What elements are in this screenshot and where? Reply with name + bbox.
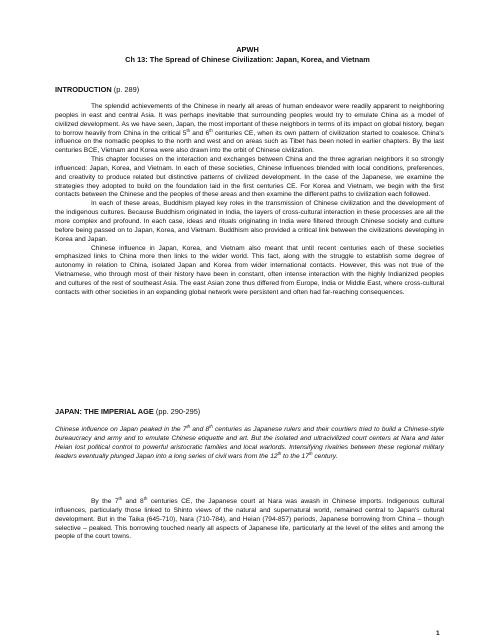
section-heading-japan bbox=[55, 407, 200, 416]
summary-text: Chinese influence on Japan peaked in the bbox=[55, 426, 183, 433]
japan-summary-paragraph bbox=[55, 426, 444, 461]
intro-paragraph-4: Chinese influence in Japan, Korea, and Vietnam also meant that until recent centuries each of these societies emphasized links to China more then links to the wider world. This fact, along with the struggle to establish some degree of autonomy in relation to China, isolated Japan and Korea from wider international contacts. However, this was not true of the Vietnamese, who through most of their history have been in constant, often intense interaction with the highly Indianized peoples and cultures of the rest of southeast Asia. The east Asian zone thus differed from Europe, India or Middle East, where cross-cultural contacts with other societies in an expanding global network were persistent and often had far-reaching consequences. bbox=[55, 244, 444, 296]
superscript: th bbox=[143, 496, 148, 501]
summary-text: and bbox=[190, 426, 206, 433]
superscript-number: 8 bbox=[140, 498, 144, 505]
intro-p1-end: centuries CE, when its own pattern of civilization started to coalesce. China's influence on the nomadic peoples to the north and west and on areas such as Tibet has been noted in earlier chapters. By the last centuries BCE, Vietnam and Korea were also drawn into the orbit of Chinese civilization. bbox=[55, 129, 444, 155]
superscript: th bbox=[118, 496, 123, 501]
intro-p1-text: The splendid achievements of the Chinese in nearly all areas of human endeavor were readily apparent to neighboring peoples in east and central Asia. It was perhaps inevitable that surrounding peoples would try to emulate China as a model of civilized development. As we have seen, Japan, the most important of these neighbors in terms of its impact on global history, began to borrow heavily from China in the critical bbox=[55, 103, 444, 137]
section-page-ref: (pp. 290-295) bbox=[155, 407, 201, 416]
superscript: th bbox=[209, 424, 213, 429]
japan-body bbox=[55, 498, 444, 542]
superscript: th bbox=[186, 127, 191, 133]
summary-text: to the bbox=[281, 452, 302, 460]
section-heading-text: INTRODUCTION bbox=[55, 85, 112, 94]
superscript-number: 7 bbox=[182, 426, 187, 433]
superscript-number: 8 bbox=[205, 426, 210, 433]
intro-p1-mid: and bbox=[190, 129, 206, 137]
summary-text: century. bbox=[312, 452, 338, 460]
page-number: 1 bbox=[436, 630, 440, 637]
section-page-ref: (p. 289) bbox=[113, 85, 140, 94]
paragraph-text: and bbox=[122, 498, 141, 505]
introduction-body bbox=[55, 103, 444, 298]
superscript-number: 5 bbox=[182, 129, 187, 137]
intro-paragraph-2: This chapter focuses on the interaction and exchanges between China and the three agrarian neighbors it so strongly influenced: Japan, Korea, and Vietnam. In each of these societies, Chinese influences blended with local conditions, preferences, and creativity to produce related but distinctive patterns of civilized development. In the case of the Japanese, we examine the strategies they adopted to build on the foundation laid in the first centuries CE. For Korea and Vietnam, we begin with the first contacts between the Chinese and the peoples of these areas and then examine the different paths to civilization each followed. bbox=[55, 156, 444, 199]
superscript: th bbox=[277, 450, 282, 456]
japan-summary bbox=[55, 426, 444, 461]
paragraph-text: centuries CE, the Japanese court at Nara was awash in Chinese imports. Indigenous cultural influences, particularly those linked to Shinto views of the natural and supernatural world, remained central to Japan's cultural development. But in the Taika (645-710), Nara (710-784), and Heian (794-857) periods, Japanese borrowing from China – though selective – peaked. This borrowing touched nearly all aspects of Japanese life, particularly at the level of the elites and among the people of the court towns. bbox=[55, 498, 445, 541]
superscript-number: 17 bbox=[301, 452, 309, 460]
japan-paragraph-1 bbox=[55, 498, 444, 542]
superscript: th bbox=[308, 450, 313, 456]
superscript-number: 7 bbox=[114, 498, 119, 505]
summary-text: centuries as Japanese rulers and their courtiers tried to build a Chinese-style bureaucracy and army and to emulate Chinese etiquette and art. But the isolated and ultracivilized court centers at Nara and later Heian lost political control to powerful aristocratic families and local warlords. Intensifying rivalries between these regional military leaders eventually plunged Japan into a long series of civil wars from the bbox=[55, 426, 445, 460]
chapter-title: Ch 13: The Spread of Chinese Civilization: Japan, Korea, and Vietnam bbox=[125, 55, 370, 64]
superscript-number: 12 bbox=[270, 452, 278, 460]
superscript-number: 6 bbox=[205, 129, 210, 137]
superscript: th bbox=[186, 424, 191, 429]
superscript: th bbox=[209, 127, 213, 133]
intro-paragraph-3: In each of these areas, Buddhism played key roles in the transmission of Chinese civilization and the development of the indigenous cultures. Because Buddhism originated in India, the layers of cross-cultural interaction in these processes are all the more complex and profound. In each case, ideas and rituals originating in India were filtered through Chinese society and culture before being passed on to Japan, Korea, and Vietnam. Buddhism also provided a critical link between the civilizations developing in Korea and Japan. bbox=[55, 200, 444, 243]
section-heading-introduction bbox=[55, 85, 139, 94]
paragraph-text: By the bbox=[91, 498, 115, 505]
intro-paragraph-1 bbox=[55, 103, 444, 156]
section-heading-text: JAPAN: THE IMPERIAL AGE bbox=[55, 407, 154, 416]
course-title: APWH bbox=[236, 45, 259, 54]
